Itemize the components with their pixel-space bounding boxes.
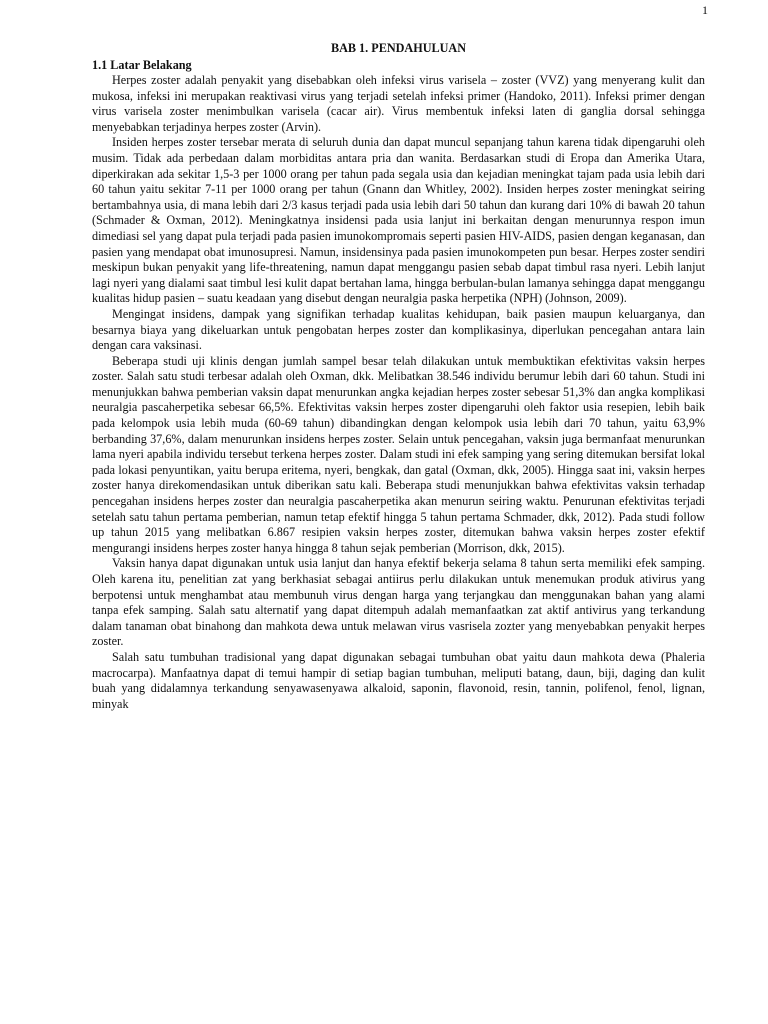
section-title: 1.1 Latar Belakang	[92, 58, 192, 72]
paragraph-1: Herpes zoster adalah penyakit yang disebabkan oleh infeksi virus varisela – zoster (VVZ) yang menyerang kulit dan mukosa, infeksi ini merupakan reaktivasi virus yang terjadi setelah infeksi primer (Handoko, 2011). Infeksi primer dengan virus varisela zoster menimbulkan varisela (cacar air). Virus membentuk infeksi laten di ganglia dorsal sehingga menyebabkan terjadinya herpes zoster (Arvin).	[92, 73, 705, 134]
paragraph-4: Beberapa studi uji klinis dengan jumlah sampel besar telah dilakukan untuk membuktikan efektivitas vaksin herpes zoster. Salah satu studi terbesar adalah oleh Oxman, dkk. Melibatkan 38.546 individu berumur lebih dari 60 tahun. Studi ini menunjukkan bahwa pemberian vaksin dapat menurunkan angka kejadian herpes zoster sebesar 51,3% dan angka komplikasi neuralgia pascaherpetika sebesar 66,5%. Efektivitas vaksin herpes zoster dipengaruhi oleh faktor usia resepien, lebih baik pada kelompok usia lebih muda (60-69 tahun) dibandingkan dengan kelompok usia lebih dari 70 tahun, yaitu 63,9% berbanding 37,6%, dalam menurunkan insidens herpes zoster. Selain untuk pencegahan, vaksin juga bermanfaat menurunkan lama nyeri apabila individu tersebut terkena herpes zoster. Dalam studi ini efek samping yang sering ditemukan bersifat lokal pada lokasi penyuntikan, yaitu berupa eritema, nyeri, bengkak, dan gatal (Oxman, dkk, 2005). Hingga saat ini, vaksin herpes zoster hanya direkomendasikan untuk diberikan satu kali. Beberapa studi menunjukkan bahwa efektivitas vaksin terhadap pencegahan insidens herpes zoster dan neuralgia pascaherpetika akan menurun seiring waktu. Penurunan efektivitas terjadi setelah satu tahun pertama pemberian, namun tetap efektif hingga 5 tahun pertama Schmader, dkk, 2012). Pada studi follow up tahun 2015 yang melibatkan 6.867 resipien vaksin herpes zoster, ditemukan bahwa vaksin herpes zoster efektif mengurangi insidens herpes zoster hanya hingga 8 tahun sejak pemberian (Morrison, dkk, 2015).	[92, 353, 705, 555]
paragraph-3: Mengingat insidens, dampak yang signifikan terhadap kualitas kehidupan, baik pasien maupun keluarganya, dan besarnya biaya yang dikeluarkan untuk pengobatan herpes zoster dan komplikasinya, diperlukan pencegahan antara lain dengan cara vaksinasi.	[92, 306, 705, 353]
paragraph-6: Salah satu tumbuhan tradisional yang dapat digunakan sebagai tumbuhan obat yaitu daun mahkota dewa (Phaleria macrocarpa). Manfaatnya dapat di temui hampir di setiap bagian tumbuhan, meliputi batang, daun, biji, daging dan kulit buah yang didalamnya terkandung senyawasenyawa alkaloid, saponin, flavonoid, resin, tannin, polifenol, fenol, lignan, minyak	[92, 649, 705, 711]
paragraph-2: Insiden herpes zoster tersebar merata di seluruh dunia dan dapat muncul sepanjang tahun karena tidak dipengaruhi oleh musim. Tidak ada perbedaan dalam morbiditas antara pria dan wanita. Berdasarkan studi di Eropa dan Amerika Utara, diperkirakan ada sekitar 1,5-3 per 1000 orang per tahun pada segala usia dan kejadian meningkat tajam pada usia lebih dari 60 tahun yaitu sekitar 7-11 per 1000 orang per tahun (Gnann dan Whitley, 2002). Insiden herpes zoster meningkat seiring bertambahnya usia, di mana lebih dari 2/3 kasus terjadi pada usia lebih dari 50 tahun dan kurang dari 10% di bawah 20 tahun (Schmader & Oxman, 2012). Meningkatnya insidensi pada usia lanjut ini berkaitan dengan menurunnya respon imun dimediasi sel yang dapat pula terjadi pada pasien imunokompromais seperti pasien HIV-AIDS, pasien dengan keganasan, dan pasien yang mendapat obat imunosupresi. Namun, insidensinya pada pasien imunokompeten pun besar. Herpes zoster sendiri meskipun bukan penyakit yang life-threatening, namun dapat menggangu pasien sebab dapat timbul rasa nyeri. Lebih lanjut lagi nyeri yang dialami saat timbul lesi kulit dapat bertahan lama, hingga berbulan-bulan lamanya sehingga dapat menggangu kualitas hidup pasien – suatu keadaan yang disebut dengan neuralgia paska herpetika (NPH) (Johnson, 2009).	[92, 135, 705, 306]
page-number: 1	[702, 3, 708, 17]
paragraph-5: Vaksin hanya dapat digunakan untuk usia lanjut dan hanya efektif bekerja selama 8 tahun serta memiliki efek samping. Oleh karena itu, penelitian zat yang berkhasiat sebagai antiirus perlu dilakukan untuk menemukan produk ativirus yang berpotensi untuk menghambat atau membunuh virus dengan harga yang terjangkau dan menggunakan bahan yang alami tanpa efek samping. Salah satu alternatif yang dapat ditempuh adalah memanfaatkan zat aktif antivirus yang terkandung dalam tanaman obat binahong dan mahkota dewa untuk melawan virus vasrisela zozter yang menyebabkan penyakit herpes zoster.	[92, 556, 705, 649]
chapter-title: BAB 1. PENDAHULUAN	[330, 41, 467, 55]
document-body	[92, 40, 705, 712]
